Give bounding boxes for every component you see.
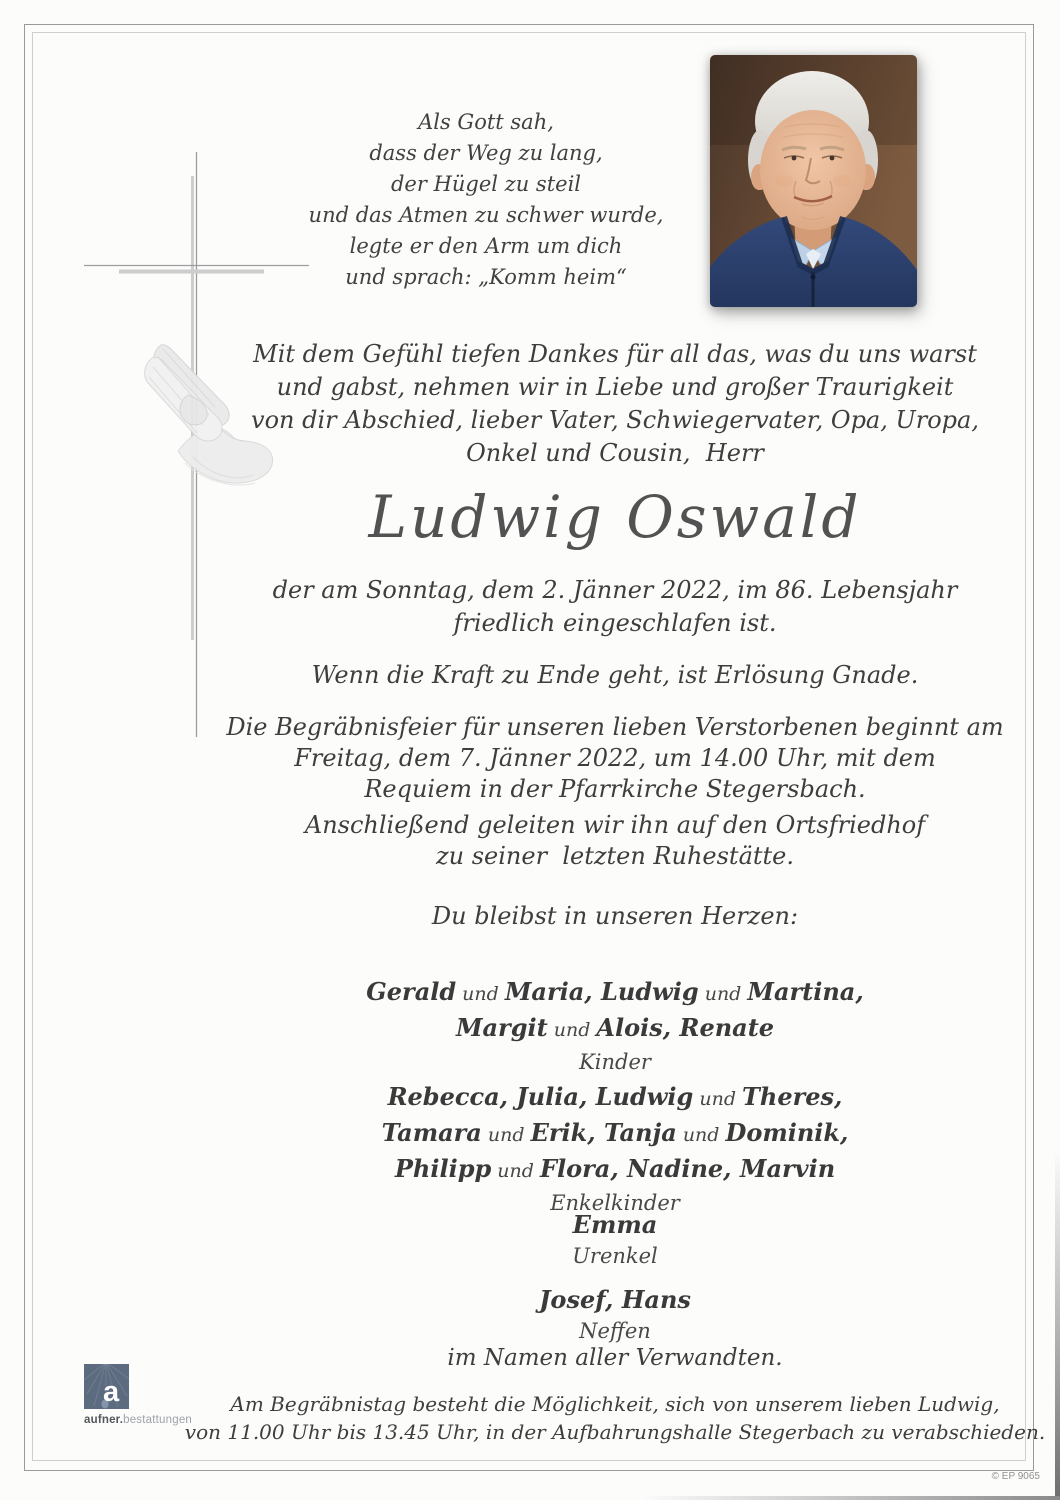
remembrance-heading: Du bleibst in unseren Herzen: [431,902,799,930]
logo-brand-bold: aufner. [84,1414,124,1426]
intro-text: Mit dem Gefühl tiefen Dankes für all das, was du uns warst und gabst, nehmen wir in Liebe und großer Traurigkeit von dir Abschied, lieber Vater, Schwiegervater, Opa, Uropa, Onkel und Cousin, Herr [251,340,979,467]
family-relation: Kinder [579,1050,651,1074]
logo-text [84,1414,192,1426]
death-date-text: der am Sonntag, dem 2. Jänner 2022, im 86. Lebensjahr friedlich eingeschlafen ist. [272,576,958,637]
family-names: Josef, Hans [539,1285,691,1314]
family-group-neffen [155,1283,1060,1346]
closing-text: im Namen aller Verwandten. [447,1345,783,1371]
logo-square [84,1364,129,1409]
family-group-kinder [155,975,1060,1077]
memorial-poem: Als Gott sah, dass der Weg zu lang, der Hügel zu steil und das Atmen zu schwer wurde, legte er den Arm um dich und sprach: „Komm heim“ [308,110,664,289]
family-group-urenkel [155,1208,1060,1271]
farewell-info: Am Begräbnistag besteht die Möglichkeit, sich von unserem lieben Ludwig, von 11.00 Uhr bis 13.45 Uhr, in der Aufbahrungshalle Stegerbach zu verabschieden. [184,1392,1046,1444]
deceased-name: Ludwig Oswald [368,483,862,551]
logo-brand-light: bestattungen [123,1414,193,1426]
scan-edge-shadow-bottom [640,1496,1060,1500]
family-names: Emma [572,1210,658,1239]
copyright-text: © EP 9065 [991,1471,1040,1482]
funeral-home-logo [84,1364,192,1426]
logo-letter: a [103,1376,120,1408]
condolence-quote: Wenn die Kraft zu Ende geht, ist Erlösung Gnade. [311,661,919,689]
family-relation: Enkelkinder [550,1191,680,1215]
family-group-enkelkinder [155,1080,1060,1218]
family-relation: Urenkel [572,1244,658,1268]
deceased-photo [710,55,917,307]
scan-edge-shadow-right [1055,1150,1060,1500]
family-relation: Neffen [579,1319,651,1343]
family-names: Rebecca, Julia, Ludwig und Theres, Tamara und Erik, Tanja und Dominik, Philipp und Flora, Nadine, Marvin [381,1082,849,1183]
funeral-info: Die Begräbnisfeier für unseren lieben Verstorbenen beginnt am Freitag, dem 7. Jänner 2022, um 14.00 Uhr, mit dem Requiem in der Pfarrkirche Stegersbach. [226,713,1004,803]
procession-info: Anschließend geleiten wir ihn auf den Ortsfriedhof zu seiner letzten Ruhestätte. [304,811,926,870]
family-names: Gerald und Maria, Ludwig und Martina, Margit und Alois, Renate [366,977,864,1042]
